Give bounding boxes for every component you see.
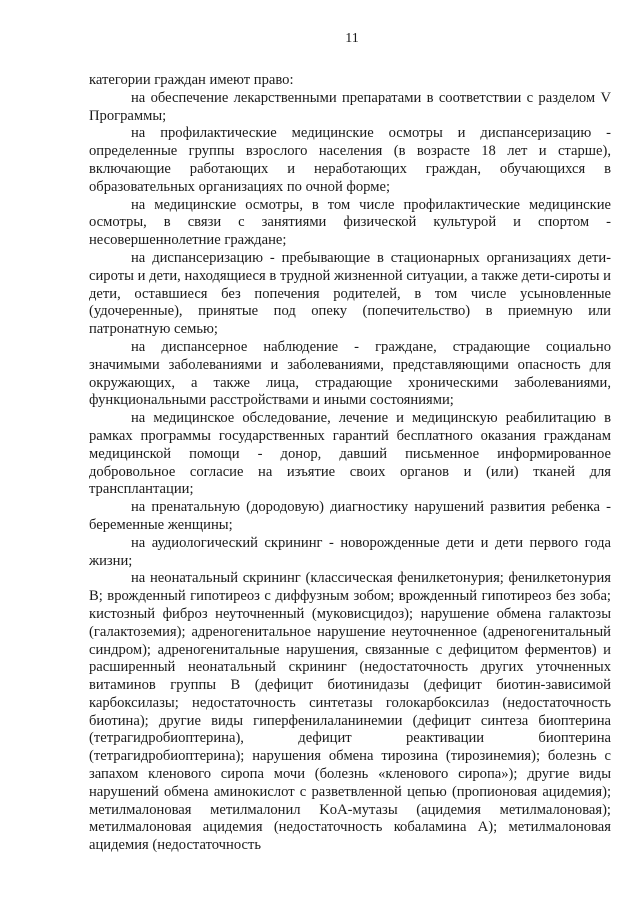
paragraph-sports-examinations: на медицинские осмотры, в том числе профилактические медицинские осмотры, в связи с занятиями физической культурой и спортом - несовершеннолетние граждане;: [89, 196, 611, 249]
paragraph-intro: категории граждан имеют право:: [89, 72, 294, 88]
paragraph-preventive-examinations: на профилактические медицинские осмотры и диспансеризацию - определенные группы взрослого населения (в возрасте 18 лет и старше), включающие работающих и неработающих граждан, обучающихся в образовательных организациях по очной форме;: [89, 125, 611, 195]
paragraph-organ-donor: на медицинское обследование, лечение и медицинскую реабилитацию в рамках программы государственных гарантий бесплатного оказания гражданам медицинской помощи - донор, давший письменное информированное добровольное согласие на изъятие своих органов и (или) тканей для трансплантации;: [89, 410, 611, 498]
paragraph-audiological-screening: на аудиологический скрининг - новорожденные дети и дети первого года жизни;: [89, 534, 611, 569]
paragraph-dispensary-observation: на диспансерное наблюдение - граждане, страдающие социально значимыми заболеваниями и заболеваниями, представляющими опасность для окружающих, а также лица, страдающие хроническими заболеваниями, функциональными расстройствами и иными состояниями;: [89, 338, 611, 409]
page-number: 11: [345, 31, 359, 46]
paragraph-orphan-dispensarization: на диспансеризацию - пребывающие в стационарных организациях дети-сироты и дети, находящиеся в трудной жизненной ситуации, а также дети-сироты и дети, оставшиеся без попечения родителей, в том числе усыновленные (удочеренные), принятые под опеку (попечительство) в приемную или патронатную семью;: [89, 249, 611, 338]
paragraph-prenatal-diagnostics: на пренатальную (дородовую) диагностику нарушений развития ребенка - беременные женщины;: [89, 499, 611, 533]
document-page: [89, 30, 611, 855]
paragraph-neonatal-screening: на неонатальный скрининг (классическая фенилкетонурия; фенилкетонурия B; врожденный гипотиреоз с диффузным зобом; врожденный гипотиреоз без зоба; кистозный фиброз неуточненный (муковисцидоз); нарушение обмена галактозы (галактоземия); адреногенитальное нарушение неуточненное (адреногенитальный синдром); адреногенитальные нарушения, связанные с дефицитом ферментов) и расширенный неонатальный скрининг (недостаточность других уточненных витаминов группы B (дефицит биотинидазы (дефицит биотин-зависимой карбоксилазы; недостаточность синтетазы голокарбоксилаз (недостаточность биотина); другие виды гиперфенилаланинемии (дефицит синтеза биоптерина (тетрагидробиоптерина), дефицит реактивации биоптерина (тетрагидробиоптерина); нарушения обмена тирозина (тирозинемия); болезнь с запахом кленового сиропа мочи (болезнь «кленового сиропа»); другие виды нарушений обмена аминокислот с разветвленной цепью (пропионовая ацидемия); метилмалоновая метилмалонил KoA-мутазы (ацидемия метилмалоновая); метилмалоновая ацидемия (недостаточность кобаламина A); метилмалоновая ацидемия (недостаточность: [89, 570, 611, 854]
paragraph-medication-provision: на обеспечение лекарственными препаратами в соответствии с разделом V Программы;: [89, 89, 611, 124]
